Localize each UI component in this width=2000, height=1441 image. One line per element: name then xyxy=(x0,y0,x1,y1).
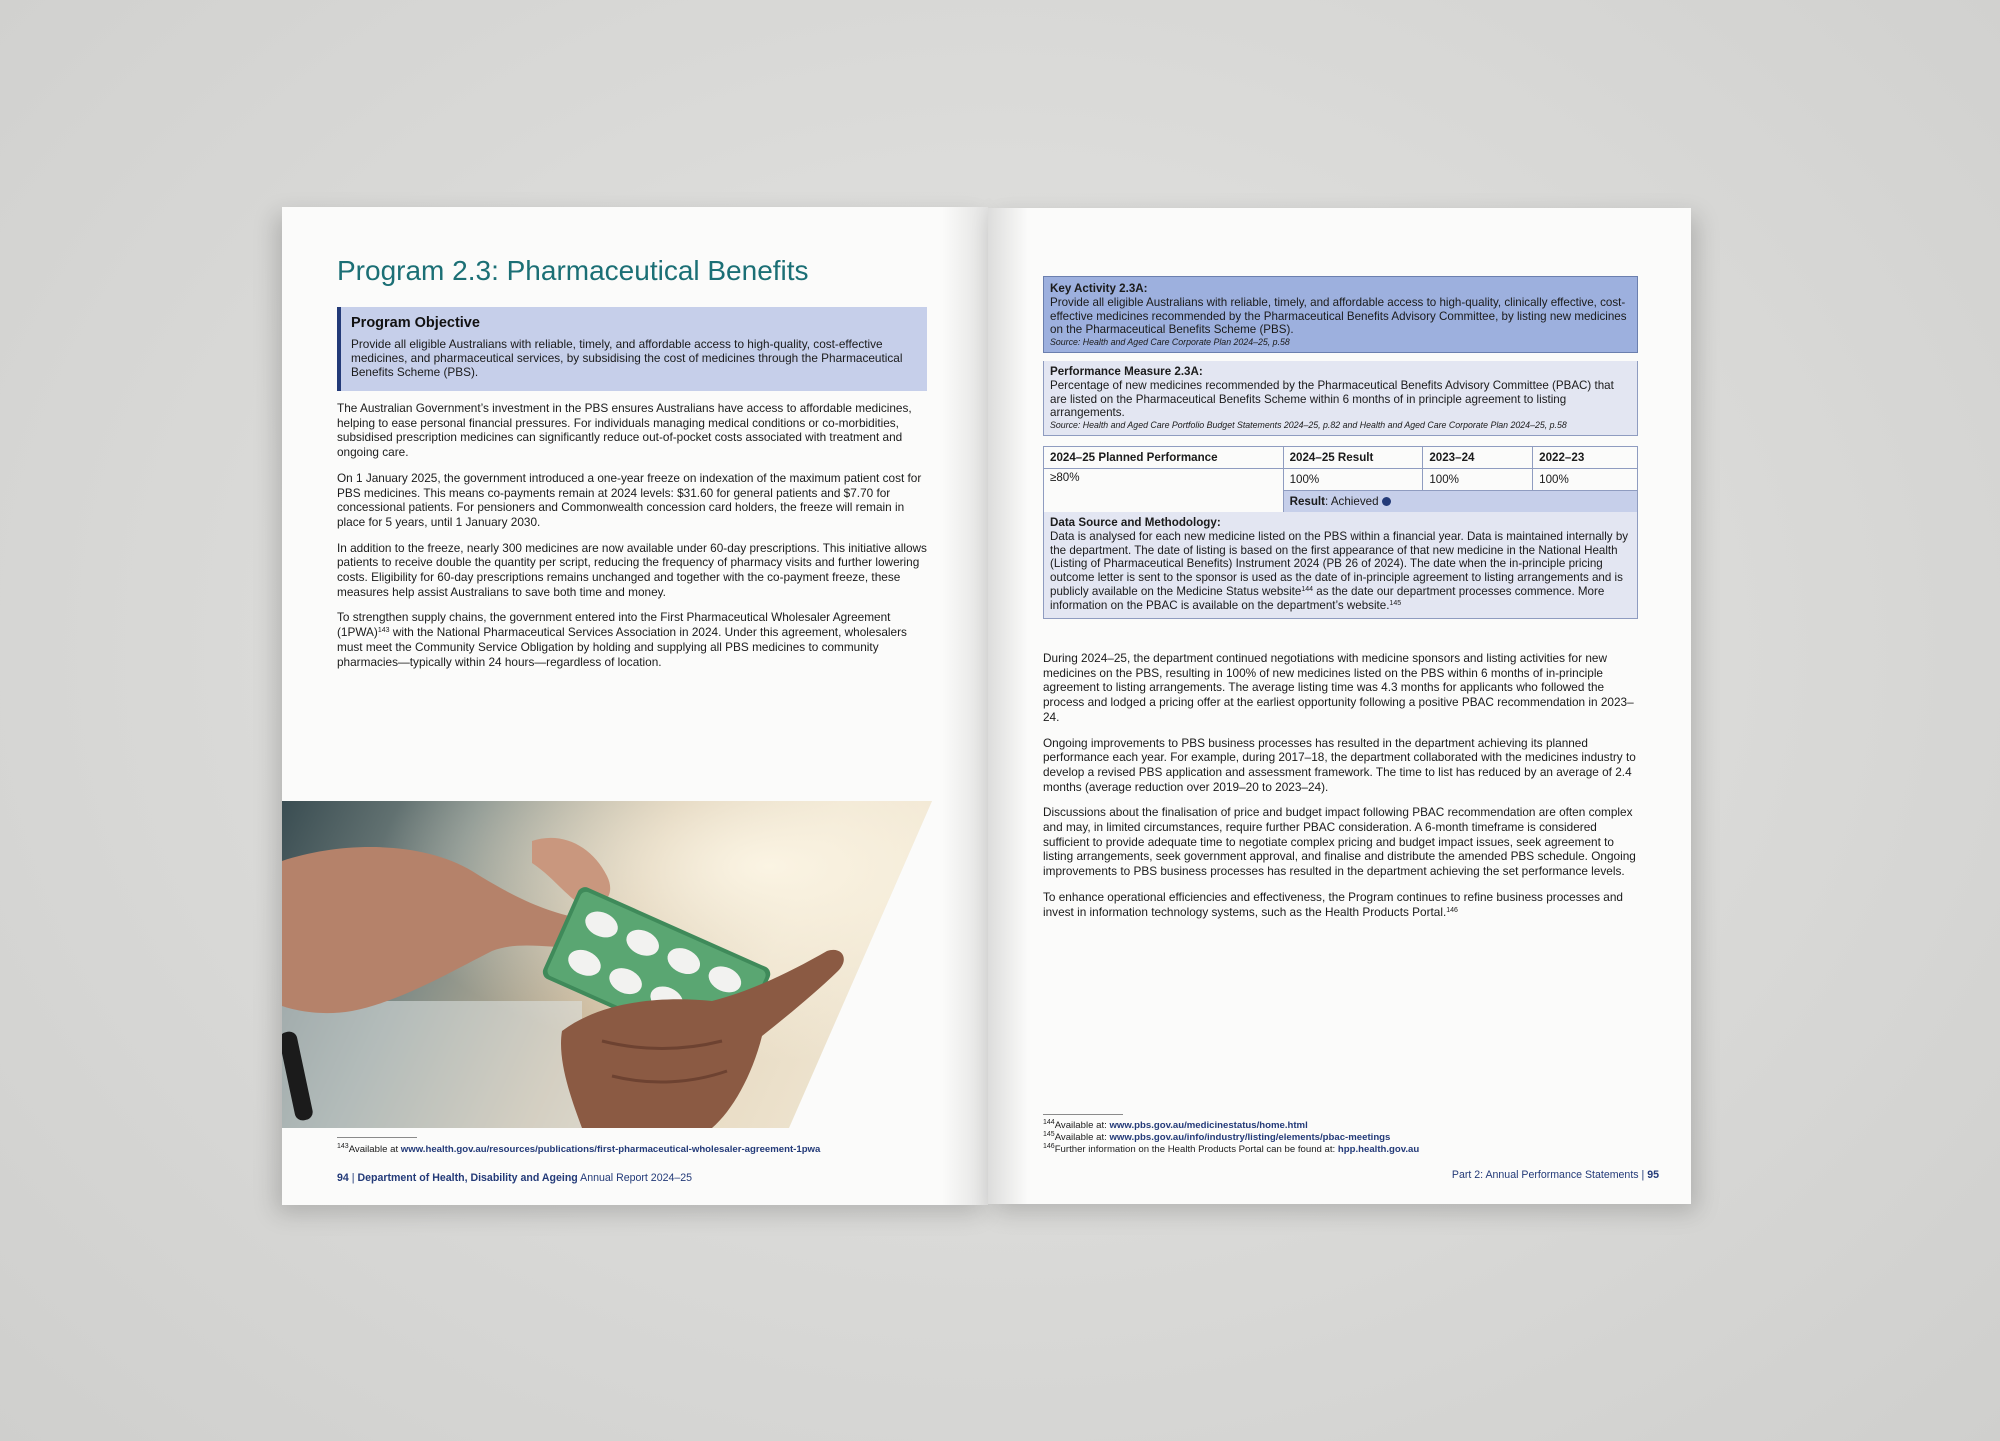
table-cell: ≥80% xyxy=(1044,469,1284,513)
table-header: 2022–23 xyxy=(1533,447,1638,469)
program-objective-box xyxy=(337,307,927,391)
right-paragraph-3: Discussions about the finalisation of price and budget impact following PBAC recommendation are often complex and may, in limited circumstances, require further PBAC consideration. A 6-month timeframe is considered sufficient to provide adequate time to negotiate complex pricing and budget impact issues, seek agreement to listing arrangements, seek government approval, and finalise and distribute the amended PBS schedule. Ongoing improvements to PBS business processes has resulted in the department achieving the set performance levels. xyxy=(1043,805,1636,879)
performance-measure-source: Source: Health and Aged Care Portfolio Budget Statements 2024–25, p.82 and Health and Aged Care Corporate Plan 2024–25, p.58 xyxy=(1050,420,1567,431)
performance-measure-text: Percentage of new medicines recommended by the Pharmaceutical Benefits Advisory Committee (PBAC) that are listed on the Pharmaceutical Benefits Scheme within 6 months of in principle agreement to listing arrangements. xyxy=(1050,378,1614,420)
objective-text: Provide all eligible Australians with reliable, timely, and affordable access to high-quality, cost-effective medicines, and pharmaceutical services, by subsidising the cost of medicines through the Pharmaceutical Benefits Scheme (PBS). xyxy=(351,337,903,379)
footnote-143: $^{143}$Available at www.health.gov.au/resources/publications/first-pharmaceutical-wholesaler-agreement-1pwa xyxy=(337,1143,821,1155)
footnote-rule xyxy=(1043,1114,1123,1115)
right-paragraph-1: During 2024–25, the department continued negotiations with medicine sponsors and listing activities for new medicines on the PBS, resulting in 100% of new medicines listed on the PBS within 6 months of in-principle agreement to listing arrangements. The average listing time was 4.3 months for applicants who followed the process and lodged a pricing offer at the earliest opportunity following a positive PBAC recommendation in 2023–24. xyxy=(1043,651,1634,724)
methodology-box xyxy=(1043,512,1638,619)
left-paragraph-1: The Australian Government’s investment in the PBS ensures Australians have access to affordable medicines, helping to ease personal financial pressures. For individuals managing medical conditions or co-morbidities, subsidised prescription medicines can significantly reduce out-of-pocket costs associated with treatment and ongoing care. xyxy=(337,401,912,460)
footnote-rule xyxy=(337,1137,417,1138)
table-header: 2024–25 Planned Performance xyxy=(1044,447,1284,469)
table-row xyxy=(1044,469,1638,491)
performance-measure-box xyxy=(1043,361,1638,436)
left-body-text xyxy=(337,401,927,680)
table-cell: 100% xyxy=(1423,469,1533,491)
left-paragraph-2: On 1 January 2025, the government introduced a one-year freeze on indexation of the maximum patient cost for PBS medicines. This means co-payments remain at 2024 levels: $31.60 for general patients and $7.70 for concessional patients. For pensioners and Commonwealth concession card holders, the freeze will remain in place for 5 years, until 1 January 2030. xyxy=(337,470,922,529)
left-page-folio: 94 | Department of Health, Disability and Ageing Annual Report 2024–25 xyxy=(337,1172,693,1184)
p4-before: To strengthen supply chains, the government entered into the First Pharmaceutical Wholesaler Agreement (1PWA) xyxy=(337,610,891,640)
table-header-row xyxy=(1044,447,1638,469)
objective-heading: Program Objective xyxy=(351,315,480,331)
footnote-ref-145: 145 xyxy=(1389,599,1402,607)
key-activity-box xyxy=(1043,276,1638,353)
left-paragraph-4 xyxy=(337,610,927,669)
footnote-144: $^{144}$Available at: www.pbs.gov.au/medicinestatus/home.html xyxy=(1043,1119,1308,1131)
table-header: 2024–25 Result xyxy=(1283,447,1423,469)
program-title: Program 2.3: Pharmaceutical Benefits xyxy=(337,255,809,286)
right-paragraph-4: To enhance operational efficiencies and effectiveness, the Program continues to refine business processes and invest in information technology systems, such as the Health Products Portal.$^{146}$ xyxy=(1043,889,1623,919)
table-cell: 100% xyxy=(1533,469,1638,491)
table-header: 2023–24 xyxy=(1423,447,1533,469)
footnote-link-1pwa[interactable]: www.health.gov.au/resources/publications/first-pharmaceutical-wholesaler-agreement-1pwa xyxy=(400,1144,821,1155)
key-activity-heading: Key Activity 2.3A: xyxy=(1050,282,1148,295)
footnote-link-pbac-meetings[interactable]: www.pbs.gov.au/info/industry/listing/elements/pbac-meetings xyxy=(1109,1132,1391,1143)
left-paragraph-3: In addition to the freeze, nearly 300 medicines are now available under 60-day prescriptions. This initiative allows patients to receive double the quantity per script, reducing the frequency of pharmacy visits and further lowering costs. Eligibility for 60-day prescriptions remains unchanged and together with the co-payment freeze, these measures help assist Australians to save both time and money. xyxy=(337,540,927,599)
footnote-link-hpp[interactable]: hpp.health.gov.au xyxy=(1337,1144,1420,1155)
right-paragraph-2: Ongoing improvements to PBS business processes has resulted in the department achieving its planned performance each year. For example, during 2017–18, the department collaborated with the medicines industry to develop a revised PBS application and assessment framework. The time to list has reduced by an average of 2.4 months (average reduction over 2019–20 to 2023–24). xyxy=(1043,735,1636,794)
performance-table xyxy=(1043,446,1638,513)
right-body-text xyxy=(1043,651,1638,930)
p4-after: with the National Pharmaceutical Services Association in 2024. Under this agreement, wholesalers must meet the Community Service Obligation by holding and supplying all PBS medicines to community pharmacies—typically within 24 hours—regardless of location. xyxy=(337,625,907,669)
achieved-dot-icon xyxy=(1382,497,1391,506)
left-page xyxy=(282,207,988,1205)
footnote-ref-146: 146 xyxy=(1446,906,1458,914)
pharmacy-photo xyxy=(282,801,932,1128)
footnote-145: $^{145}$Available at: www.pbs.gov.au/info/industry/listing/elements/pbac-meetings xyxy=(1043,1131,1391,1143)
right-page-folio: Part 2: Annual Performance Statements | 95 xyxy=(1451,1169,1659,1181)
methodology-heading: Data Source and Methodology: xyxy=(1050,516,1221,529)
key-activity-source: Source: Health and Aged Care Corporate Plan 2024–25, p.58 xyxy=(1050,337,1290,348)
result-cell: Result: Achieved xyxy=(1283,491,1637,513)
right-page xyxy=(988,208,1691,1204)
footnote-146: $^{146}$Further information on the Health Products Portal can be found at: hpp.health.gov.au xyxy=(1043,1143,1420,1155)
hands-blister-pack-illustration xyxy=(282,801,932,1128)
footnote-ref-143: 143 xyxy=(377,627,390,635)
footnote-ref-144: 144 xyxy=(1301,585,1314,593)
footnote-link-medicinestatus[interactable]: www.pbs.gov.au/medicinestatus/home.html xyxy=(1109,1120,1308,1131)
methodology-text: Data is analysed for each new medicine listed on the PBS within a financial year. Data is maintained internally by the department. The date of listing is based on the first appearance of that new medicine in the National Health (Listing of Pharmaceutical Benefits) Instrument 2024 (PB 26 of 2024). The date when the in-principle pricing outcome letter is sent to the sponsor is used as the date of in-principle agreement to listing arrangements and is publicly available on the Medicine Status website$^{144}$ as the date our department processes commence. More information on the PBAC is available on the department’s website.$^{145}$ xyxy=(1050,529,1629,612)
key-activity-text: Provide all eligible Australians with reliable, timely, and affordable access to high-quality, clinically effective, cost-effective medicines recommended by the Pharmaceutical Benefits Advisory Committee, by listing new medicines on the Pharmaceutical Benefits Scheme (PBS). xyxy=(1050,295,1627,337)
performance-measure-heading: Performance Measure 2.3A: xyxy=(1050,365,1203,378)
table-cell: 100% xyxy=(1283,469,1423,491)
